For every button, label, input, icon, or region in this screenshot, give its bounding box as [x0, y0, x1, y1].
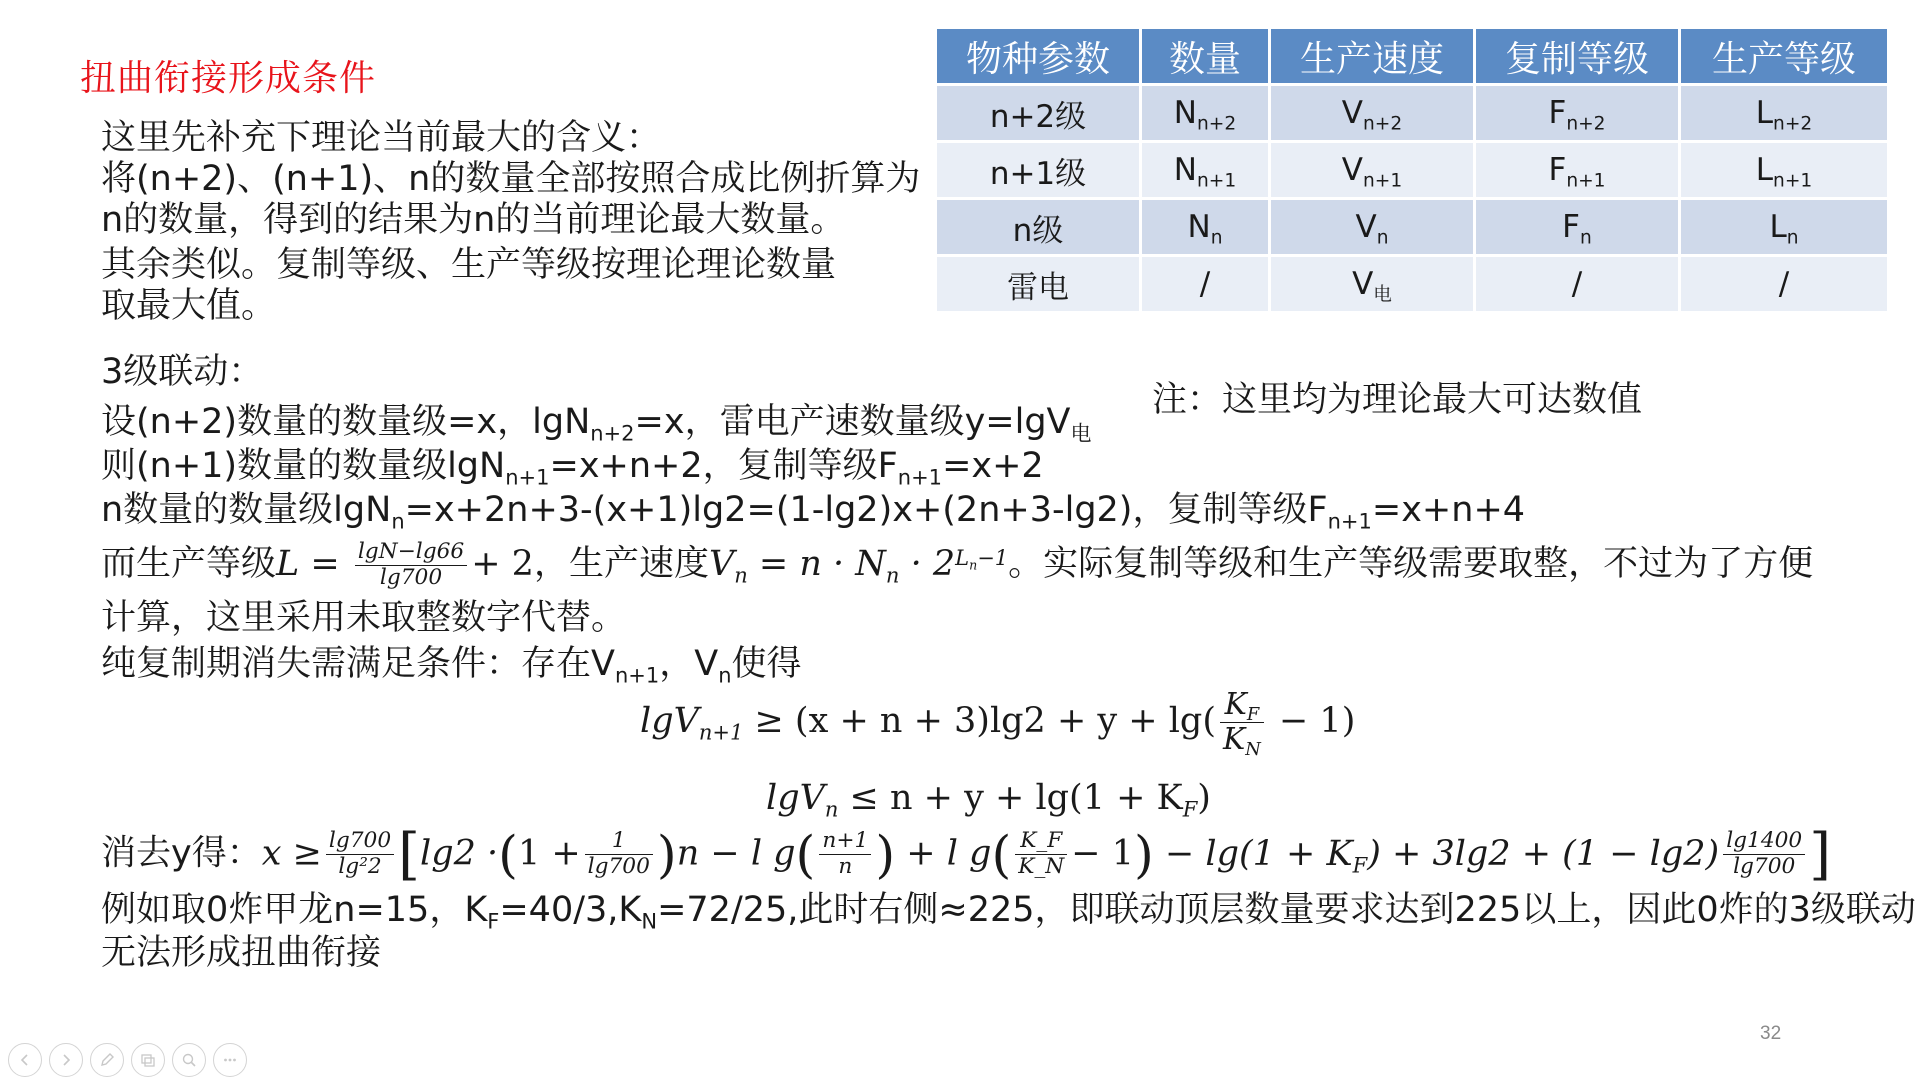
intro-line: 这里先补充下理论当前最大的含义： [101, 118, 662, 158]
linkage-line-1: 设(n+2)数量的数量级=x，lgN$_{n+2}$=x，雷电产速数量级y=lgV$_电$ [101, 402, 1092, 446]
linkage-line-5: 计算，这里采用未取整数字代替。 [101, 598, 627, 638]
slideshow-toolbar [8, 1043, 247, 1077]
table-row [937, 257, 1887, 311]
table-row [937, 143, 1887, 197]
table-header: 物种参数 [937, 29, 1139, 83]
speed-cell: $V_电$ [1271, 257, 1473, 311]
intro-line: 取最大值。 [101, 286, 277, 326]
replication-cell: $F_{n+2}$ [1476, 86, 1678, 140]
linkage-line-2: 则(n+1)数量的数量级lgN$_{n+1}$=x+n+2，复制等级$F_{n+1}=x+2$ [101, 446, 1044, 490]
intro-line: 将(n+2)、(n+1)、n的数量全部按照合成比例折算为 [101, 159, 921, 199]
linkage-line-4: 而生产等级L = $\frac{\lg N-\lg 66}{\lg 700}$ + 2，生产速度$V_n = n \cdot N_n \cdot 2^{L_n-1}$。实际复制等级和生产等级需要取整，不过为了方便 [101, 538, 1814, 590]
quantity-cell: / [1142, 257, 1268, 311]
linkage-heading: 3级联动： [101, 352, 264, 392]
quantity-cell: $N_n$ [1142, 200, 1268, 254]
example-line-2: 无法形成扭曲衔接 [101, 933, 382, 973]
quantity-cell: $N_{n+2}$ [1142, 86, 1268, 140]
table-header: 复制等级 [1476, 29, 1678, 83]
production-cell: $L_{n+2}$ [1681, 86, 1887, 140]
species-cell: n+2级 [937, 86, 1139, 140]
pen-icon[interactable] [90, 1043, 124, 1077]
condition-formula-2: $\lg V_n \le n + y + \lg(1 + K_F)$ [766, 778, 1211, 822]
example-line-1: 例如取0炸甲龙n=15，$K_F=40/3,K_N=72/25$,此时右侧≈225，即联动顶层数量要求达到225以上，因此0炸的3级联动 [101, 890, 1916, 934]
table-header: 生产速度 [1271, 29, 1473, 83]
speed-cell: $V_n$ [1271, 200, 1473, 254]
table-header: 生产等级 [1681, 29, 1887, 83]
species-cell: n级 [937, 200, 1139, 254]
production-cell: $L_n$ [1681, 200, 1887, 254]
intro-line: n的数量，得到的结果为n的当前理论最大数量。 [101, 200, 846, 240]
species-cell: 雷电 [937, 257, 1139, 311]
prev-icon[interactable] [8, 1043, 42, 1077]
eliminate-y-formula: 消去y得：x ≥ $\frac{\lg 700}{\text{lg²2}}$ [lg2 ·(1 + $\frac{1}{\lg 700}$ )n − l g( $\frac{n+1}{n}$ ) + l g( $\frac{K\_F}{K\_N}$ − $1) - \lg(1 + K_F) + 3\lg 2 + (1 - \lg 2)$ $\frac{\lg 1400}{\lg 700}$ ] [101, 822, 1832, 887]
page-number: 32 [1760, 1023, 1782, 1044]
kf-kn-fraction: $\frac{K_F}{K_N}$ [1220, 688, 1264, 757]
linkage-line-3: n数量的数量级lgN$_n$=x+2n+3-(x+1)lg2=(1-lg2)x+(2n+3-lg2)，复制等级$F_{n+1}=x+n+4$ [101, 490, 1526, 534]
replication-cell: / [1476, 257, 1678, 311]
table-header: 数量 [1142, 29, 1268, 83]
linkage-line-6: 纯复制期消失需满足条件：存在$V_{n+1}$，$V_n$使得 [101, 644, 802, 688]
table-note: 注：这里均为理论最大可达数值 [1152, 380, 1643, 420]
quantity-cell: $N_{n+1}$ [1142, 143, 1268, 197]
more-icon[interactable] [213, 1043, 247, 1077]
production-cell: $L_{n+1}$ [1681, 143, 1887, 197]
level-fraction: $\frac{\lg N-\lg 66}{\lg 700}$ [355, 540, 467, 591]
zoom-icon[interactable] [172, 1043, 206, 1077]
next-icon[interactable] [49, 1043, 83, 1077]
speed-cell: $V_{n+1}$ [1271, 143, 1473, 197]
production-cell: / [1681, 257, 1887, 311]
replication-cell: $F_{n+1}$ [1476, 143, 1678, 197]
slide-title: 扭曲衔接形成条件 [80, 58, 377, 99]
speed-cell: $V_{n+2}$ [1271, 86, 1473, 140]
intro-line: 其余类似。复制等级、生产等级按理论理论数量 [101, 245, 837, 285]
replication-cell: $F_n$ [1476, 200, 1678, 254]
condition-formula-1: lgV$_{n+1}$ ≥ (x + n + 3)lg2 + y + lg( $\frac{K_F}{K_N}$ − 1) [640, 687, 1356, 761]
table-row [937, 200, 1887, 254]
species-parameter-table [934, 26, 1890, 314]
species-cell: n+1级 [937, 143, 1139, 197]
intro-text [101, 118, 920, 327]
slides-icon[interactable] [131, 1043, 165, 1077]
table-row [937, 86, 1887, 140]
